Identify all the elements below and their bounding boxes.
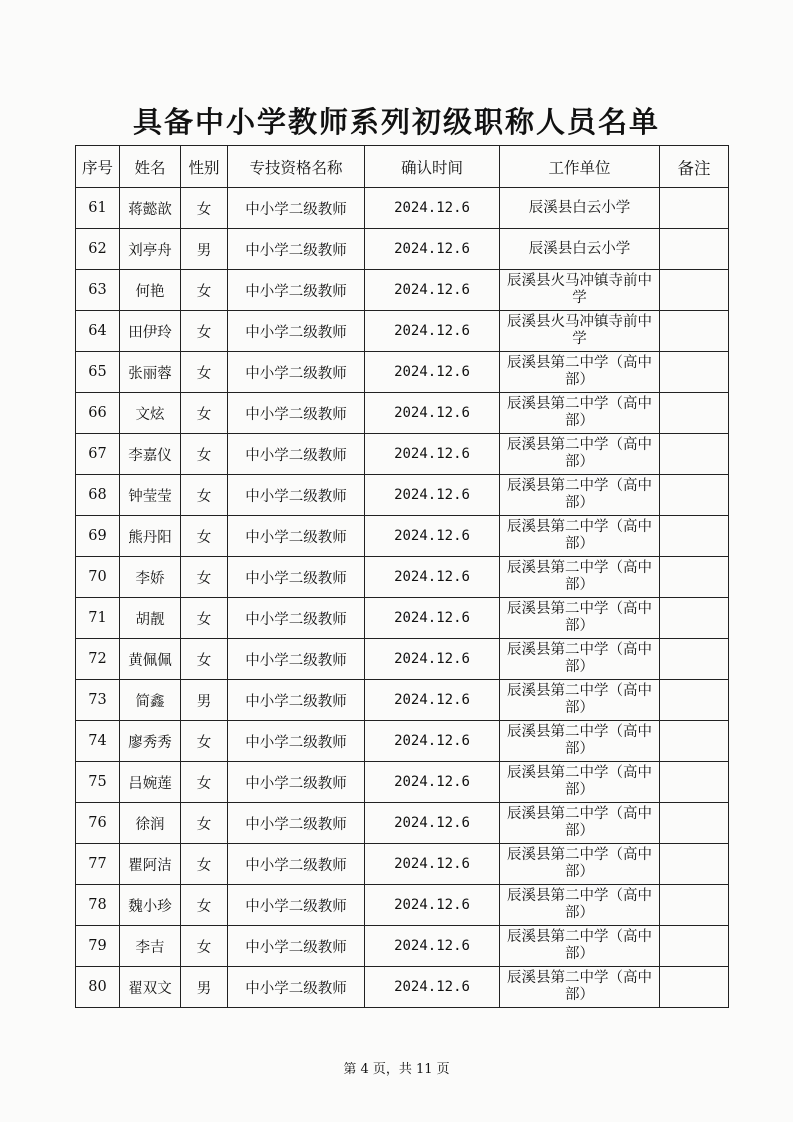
cell-number: 62: [76, 229, 120, 270]
cell-confirm-date: 2024.12.6: [365, 762, 500, 803]
cell-name: 翟双文: [120, 967, 181, 1008]
cell-confirm-date: 2024.12.6: [365, 557, 500, 598]
table-row: [76, 270, 729, 311]
cell-remarks: [660, 434, 729, 475]
table-row: [76, 516, 729, 557]
table-row: [76, 639, 729, 680]
cell-remarks: [660, 311, 729, 352]
cell-number: 66: [76, 393, 120, 434]
cell-qualification: 中小学二级教师: [228, 680, 365, 721]
cell-number: 64: [76, 311, 120, 352]
cell-qualification: 中小学二级教师: [228, 352, 365, 393]
cell-gender: 女: [181, 557, 228, 598]
cell-remarks: [660, 639, 729, 680]
cell-name: 李娇: [120, 557, 181, 598]
cell-number: 78: [76, 885, 120, 926]
cell-remarks: [660, 557, 729, 598]
table-header-row: [76, 146, 729, 188]
cell-remarks: [660, 967, 729, 1008]
cell-work-unit: 辰溪县第二中学（高中部）: [500, 434, 660, 475]
table-row: [76, 434, 729, 475]
cell-name: 黄佩佩: [120, 639, 181, 680]
cell-remarks: [660, 270, 729, 311]
cell-confirm-date: 2024.12.6: [365, 270, 500, 311]
cell-remarks: [660, 803, 729, 844]
cell-remarks: [660, 393, 729, 434]
table-row: [76, 926, 729, 967]
cell-confirm-date: 2024.12.6: [365, 844, 500, 885]
cell-qualification: 中小学二级教师: [228, 926, 365, 967]
cell-work-unit: 辰溪县第二中学（高中部）: [500, 516, 660, 557]
cell-qualification: 中小学二级教师: [228, 803, 365, 844]
cell-remarks: [660, 926, 729, 967]
table-row: [76, 352, 729, 393]
table-row: [76, 393, 729, 434]
cell-gender: 女: [181, 188, 228, 229]
cell-number: 65: [76, 352, 120, 393]
cell-work-unit: 辰溪县第二中学（高中部）: [500, 598, 660, 639]
cell-number: 63: [76, 270, 120, 311]
cell-work-unit: 辰溪县第二中学（高中部）: [500, 557, 660, 598]
cell-confirm-date: 2024.12.6: [365, 598, 500, 639]
cell-work-unit: 辰溪县第二中学（高中部）: [500, 393, 660, 434]
cell-gender: 女: [181, 926, 228, 967]
col-header-name: 姓名: [120, 146, 181, 188]
cell-number: 80: [76, 967, 120, 1008]
cell-gender: 女: [181, 270, 228, 311]
cell-gender: 男: [181, 680, 228, 721]
cell-work-unit: 辰溪县第二中学（高中部）: [500, 967, 660, 1008]
table-row: [76, 475, 729, 516]
cell-name: 简鑫: [120, 680, 181, 721]
cell-gender: 女: [181, 598, 228, 639]
cell-name: 钟莹莹: [120, 475, 181, 516]
col-header-gender: 性别: [181, 146, 228, 188]
cell-confirm-date: 2024.12.6: [365, 352, 500, 393]
cell-remarks: [660, 721, 729, 762]
cell-work-unit: 辰溪县第二中学（高中部）: [500, 475, 660, 516]
cell-remarks: [660, 475, 729, 516]
cell-gender: 女: [181, 434, 228, 475]
cell-work-unit: 辰溪县第二中学（高中部）: [500, 352, 660, 393]
cell-work-unit: 辰溪县第二中学（高中部）: [500, 680, 660, 721]
cell-work-unit: 辰溪县火马冲镇寺前中学: [500, 270, 660, 311]
cell-gender: 女: [181, 721, 228, 762]
table-row: [76, 967, 729, 1008]
cell-remarks: [660, 229, 729, 270]
col-header-qualification: 专技资格名称: [228, 146, 365, 188]
cell-name: 吕婉莲: [120, 762, 181, 803]
cell-qualification: 中小学二级教师: [228, 967, 365, 1008]
cell-work-unit: 辰溪县第二中学（高中部）: [500, 762, 660, 803]
cell-qualification: 中小学二级教师: [228, 557, 365, 598]
cell-name: 蒋懿歆: [120, 188, 181, 229]
cell-work-unit: 辰溪县第二中学（高中部）: [500, 844, 660, 885]
cell-qualification: 中小学二级教师: [228, 311, 365, 352]
cell-number: 74: [76, 721, 120, 762]
cell-work-unit: 辰溪县火马冲镇寺前中学: [500, 311, 660, 352]
col-header-remarks: 备注: [660, 146, 729, 188]
cell-confirm-date: 2024.12.6: [365, 680, 500, 721]
cell-qualification: 中小学二级教师: [228, 270, 365, 311]
cell-confirm-date: 2024.12.6: [365, 721, 500, 762]
cell-name: 文炫: [120, 393, 181, 434]
cell-remarks: [660, 516, 729, 557]
cell-gender: 女: [181, 844, 228, 885]
cell-work-unit: 辰溪县白云小学: [500, 229, 660, 270]
cell-gender: 女: [181, 516, 228, 557]
cell-remarks: [660, 188, 729, 229]
cell-name: 胡靓: [120, 598, 181, 639]
cell-gender: 女: [181, 803, 228, 844]
cell-qualification: 中小学二级教师: [228, 229, 365, 270]
cell-name: 魏小珍: [120, 885, 181, 926]
cell-gender: 女: [181, 393, 228, 434]
cell-number: 61: [76, 188, 120, 229]
cell-confirm-date: 2024.12.6: [365, 926, 500, 967]
cell-number: 75: [76, 762, 120, 803]
cell-confirm-date: 2024.12.6: [365, 311, 500, 352]
table-row: [76, 188, 729, 229]
cell-work-unit: 辰溪县白云小学: [500, 188, 660, 229]
cell-name: 何艳: [120, 270, 181, 311]
page-title: 具备中小学教师系列初级职称人员名单: [132, 105, 660, 139]
cell-confirm-date: 2024.12.6: [365, 639, 500, 680]
table-row: [76, 844, 729, 885]
cell-qualification: 中小学二级教师: [228, 475, 365, 516]
cell-number: 70: [76, 557, 120, 598]
page-footer: 第 4 页，共 11 页: [343, 1062, 450, 1077]
cell-confirm-date: 2024.12.6: [365, 967, 500, 1008]
cell-name: 刘亭舟: [120, 229, 181, 270]
cell-name: 李吉: [120, 926, 181, 967]
cell-qualification: 中小学二级教师: [228, 598, 365, 639]
cell-gender: 女: [181, 639, 228, 680]
cell-number: 77: [76, 844, 120, 885]
cell-gender: 男: [181, 229, 228, 270]
cell-remarks: [660, 352, 729, 393]
cell-number: 73: [76, 680, 120, 721]
cell-gender: 女: [181, 885, 228, 926]
table-row: [76, 598, 729, 639]
cell-gender: 女: [181, 352, 228, 393]
cell-number: 69: [76, 516, 120, 557]
table-row: [76, 885, 729, 926]
table-row: [76, 229, 729, 270]
cell-confirm-date: 2024.12.6: [365, 393, 500, 434]
cell-name: 瞿阿洁: [120, 844, 181, 885]
cell-confirm-date: 2024.12.6: [365, 516, 500, 557]
table-row: [76, 311, 729, 352]
cell-number: 79: [76, 926, 120, 967]
cell-remarks: [660, 680, 729, 721]
cell-confirm-date: 2024.12.6: [365, 475, 500, 516]
cell-confirm-date: 2024.12.6: [365, 229, 500, 270]
cell-qualification: 中小学二级教师: [228, 434, 365, 475]
cell-work-unit: 辰溪县第二中学（高中部）: [500, 721, 660, 762]
cell-qualification: 中小学二级教师: [228, 393, 365, 434]
cell-remarks: [660, 762, 729, 803]
cell-work-unit: 辰溪县第二中学（高中部）: [500, 803, 660, 844]
cell-qualification: 中小学二级教师: [228, 885, 365, 926]
cell-qualification: 中小学二级教师: [228, 639, 365, 680]
cell-work-unit: 辰溪县第二中学（高中部）: [500, 926, 660, 967]
cell-name: 李嘉仪: [120, 434, 181, 475]
cell-number: 68: [76, 475, 120, 516]
cell-remarks: [660, 844, 729, 885]
cell-gender: 女: [181, 762, 228, 803]
cell-gender: 男: [181, 967, 228, 1008]
cell-name: 张丽蓉: [120, 352, 181, 393]
cell-confirm-date: 2024.12.6: [365, 803, 500, 844]
cell-gender: 女: [181, 475, 228, 516]
cell-qualification: 中小学二级教师: [228, 721, 365, 762]
table-row: [76, 721, 729, 762]
cell-qualification: 中小学二级教师: [228, 516, 365, 557]
col-header-number: 序号: [76, 146, 120, 188]
cell-number: 72: [76, 639, 120, 680]
cell-name: 徐润: [120, 803, 181, 844]
cell-qualification: 中小学二级教师: [228, 188, 365, 229]
cell-name: 熊丹阳: [120, 516, 181, 557]
table-row: [76, 557, 729, 598]
cell-remarks: [660, 598, 729, 639]
cell-qualification: 中小学二级教师: [228, 762, 365, 803]
cell-name: 廖秀秀: [120, 721, 181, 762]
cell-remarks: [660, 885, 729, 926]
cell-work-unit: 辰溪县第二中学（高中部）: [500, 639, 660, 680]
cell-name: 田伊玲: [120, 311, 181, 352]
cell-work-unit: 辰溪县第二中学（高中部）: [500, 885, 660, 926]
table-row: [76, 803, 729, 844]
cell-qualification: 中小学二级教师: [228, 844, 365, 885]
cell-confirm-date: 2024.12.6: [365, 434, 500, 475]
cell-number: 71: [76, 598, 120, 639]
roster-table: [75, 145, 729, 1008]
table-row: [76, 762, 729, 803]
cell-confirm-date: 2024.12.6: [365, 885, 500, 926]
cell-number: 76: [76, 803, 120, 844]
col-header-work-unit: 工作单位: [500, 146, 660, 188]
col-header-confirm-date: 确认时间: [365, 146, 500, 188]
table-row: [76, 680, 729, 721]
cell-number: 67: [76, 434, 120, 475]
cell-gender: 女: [181, 311, 228, 352]
cell-confirm-date: 2024.12.6: [365, 188, 500, 229]
